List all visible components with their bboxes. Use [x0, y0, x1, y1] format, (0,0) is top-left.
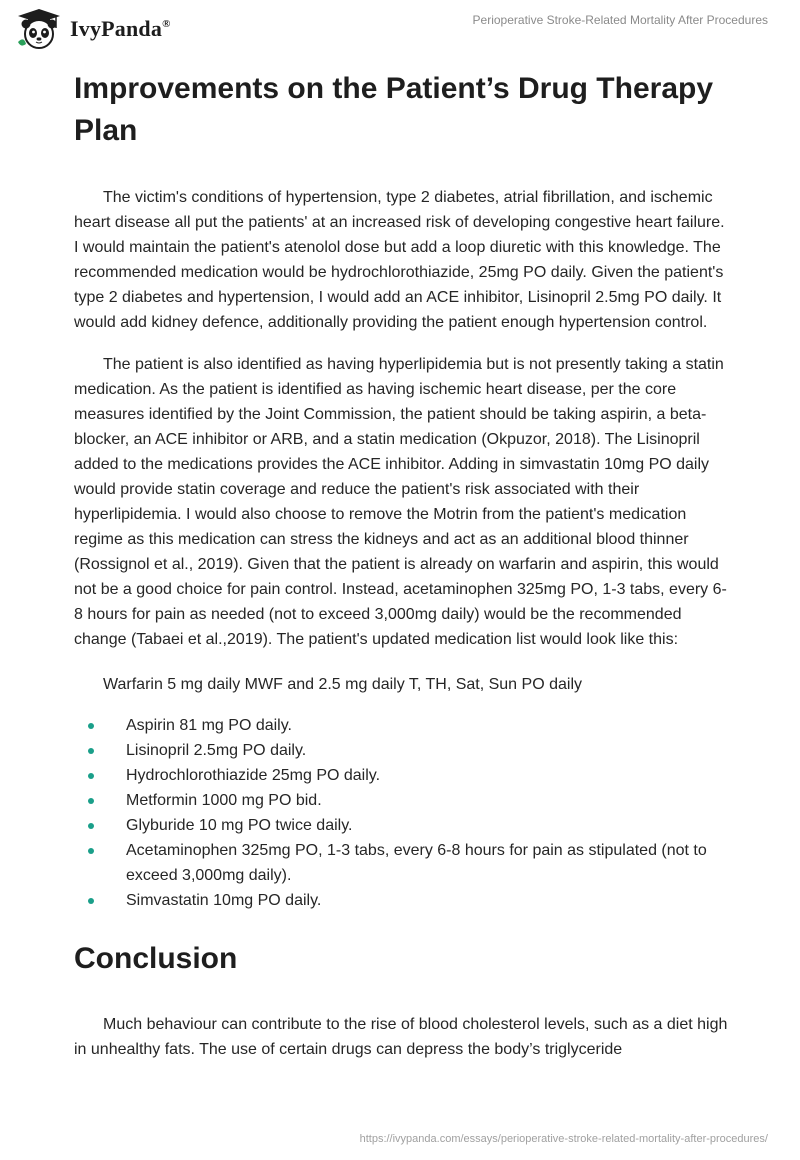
list-item: Lisinopril 2.5mg PO daily.	[74, 738, 730, 763]
list-item: Glyburide 10 mg PO twice daily.	[74, 813, 730, 838]
bullet-icon	[88, 773, 94, 779]
list-item: Hydrochlorothiazide 25mg PO daily.	[74, 763, 730, 788]
list-item: Aspirin 81 mg PO daily.	[74, 713, 730, 738]
running-title: Perioperative Stroke-Related Mortality After Procedures	[472, 13, 768, 27]
bullet-icon	[88, 798, 94, 804]
medication-list	[74, 713, 730, 913]
bullet-icon	[88, 748, 94, 754]
source-url-link[interactable]: https://ivypanda.com/essays/perioperative-stroke-related-mortality-after-procedures/	[359, 1133, 768, 1145]
list-item: Metformin 1000 mg PO bid.	[74, 788, 730, 813]
conclusion-heading: Conclusion	[74, 942, 238, 975]
bullet-icon	[88, 823, 94, 829]
paragraph-hyperlipidemia: The patient is also identified as having hyperlipidemia but is not presently taking a statin medication. As the patient is identified as having ischemic heart disease, per the core measures identified by the Joint Commission, the patient should be taking aspirin, a beta-blocker, an ACE inhibitor or ARB, and a statin medication (Okpuzor, 2018). The Lisinopril added to the medications provides the ACE inhibitor. Adding in simvastatin 10mg PO daily would provide statin coverage and reduce the patient's risk associated with their hyperlipidemia. I would also choose to remove the Motrin from the patient's medication regime as this medication can stress the kidneys and act as an additional blood thinner (Rossignol et al., 2019). Given that the patient is already on warfarin and aspirin, this would not be a good choice for pain control. Instead, acetaminophen 325mg PO, 1-3 tabs, every 6-8 hours for pain as needed (not to exceed 3,000mg daily) would be the recommended change (Tabaei et al.,2019). The patient's updated medication list would look like this:	[74, 356, 727, 648]
warfarin-line: Warfarin 5 mg daily MWF and 2.5 mg daily T, TH, Sat, Sun PO daily	[103, 676, 582, 693]
registered-mark: ®	[162, 18, 171, 30]
paragraph-hypertension: The victim's conditions of hypertension, type 2 diabetes, atrial fibrillation, and ischemic heart disease all put the patients' at an increased risk of developing congestive heart failure. I would maintain the patient's atenolol dose but add a loop diuretic with this knowledge. The recommended medication would be hydrochlorothiazide, 25mg PO daily. Given the patient's type 2 diabetes and hypertension, I would add an ACE inhibitor, Lisinopril 2.5mg PO daily. It would add kidney defence, additionally providing the patient enough hypertension control.	[74, 189, 725, 331]
article-body	[74, 68, 730, 1062]
brand-logo[interactable]	[14, 8, 171, 50]
bullet-icon	[88, 723, 94, 729]
page-header	[0, 0, 800, 60]
panda-logo-icon	[14, 8, 64, 50]
section-heading: Improvements on the Patient’s Drug Therapy Plan	[74, 72, 714, 147]
brand-name: IvyPanda®	[70, 16, 171, 41]
bullet-icon	[88, 848, 94, 854]
paragraph-conclusion: Much behaviour can contribute to the rise of blood cholesterol levels, such as a diet high in unhealthy fats. The use of certain drugs can depress the body’s triglyceride	[74, 1016, 728, 1058]
list-item: Acetaminophen 325mg PO, 1-3 tabs, every 6-8 hours for pain as stipulated (not to exceed 3,000mg daily).	[74, 838, 730, 888]
list-item: Simvastatin 10mg PO daily.	[74, 888, 730, 913]
bullet-icon	[88, 898, 94, 904]
